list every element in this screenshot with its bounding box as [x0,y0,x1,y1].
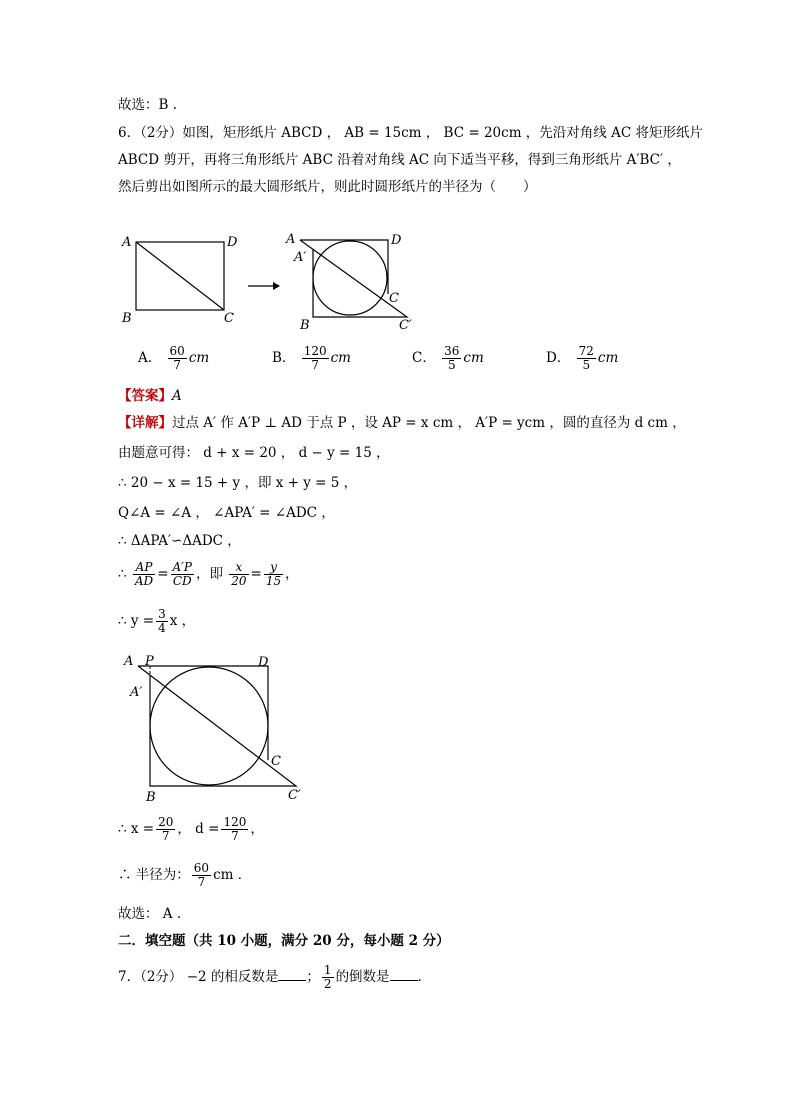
answer-value: A [172,388,182,404]
option-c-letter: C． [412,350,436,366]
option-c[interactable] [412,345,484,372]
fig3-label-Ap: A′ [130,685,143,700]
fig3-label-C: C [271,754,281,769]
option-d-fraction: $\frac{72}{5}$ [578,344,594,372]
q6-figures [110,226,430,336]
section2-title: 二．填空题（共 10 小题，满分 20 分，每小题 2 分） [118,933,450,949]
option-b[interactable] [272,345,351,372]
detail-line5: ∴ ΔAPA′∽ΔADC ， [118,533,241,549]
fig1-diagonal [136,242,224,310]
option-c-fraction: $\frac{36}{5}$ [444,344,460,372]
frac-y-15: $\frac{y}{15}$ [265,560,282,588]
fig2-label-Cp: C′ [399,318,412,333]
detail-line2: 由题意可得： d + x = 20 ， d − y = 15 ， [118,445,390,461]
option-d-letter: D． [546,350,571,366]
option-b-unit: cm [330,350,351,366]
fig3-label-D: D [258,655,269,670]
frac-ap-ad: $\frac{AP}{AD}$ [134,560,154,588]
option-b-letter: B． [272,350,296,366]
frac-60-7: $\frac{60}{7}$ [193,861,210,889]
fig3-label-Cp: C′ [288,788,301,803]
fig2-label-B: B [300,318,310,333]
q7-blank1[interactable] [278,968,306,981]
option-a-letter: A． [138,350,162,366]
fig1-label-A: A [122,235,132,250]
fig2-label-D: D [391,233,402,248]
option-a-fraction: $\frac{60}{7}$ [169,344,185,372]
option-a-unit: cm [188,350,210,366]
option-a[interactable] [138,345,209,372]
detail-line6: ∴ $\frac{AP}{AD}$ = $\frac{A'P}{CD}$ ，即 $\frac{x}{20}$ = $\frac{y}{15}$ ， [118,560,299,588]
detail-figure [118,648,318,808]
fig3-circle [150,667,268,785]
frac-x-20: $\frac{x}{20}$ [231,560,247,588]
detail-line1 [118,414,686,432]
fig1-label-B: B [122,311,132,326]
q6-line1: 6．（2分）如图，矩形纸片 ABCD ， AB = 15cm ， BC = 20cm ，先沿对角线 AC 将矩形纸片 [118,125,703,141]
answer-tag: 【答案】 [118,388,172,404]
detail-text1: 过点 A′ 作 A′P ⊥ AD 于点 P ，设 AP = x cm ， A′P = ycm ，圆的直径为 d cm ， [172,415,686,431]
answer-line [118,387,182,405]
fig3-label-A: A [124,654,134,669]
prev-answer-line: 故选：B . [118,97,178,113]
detail-tag: 【详解】 [118,415,172,431]
fig2-circle [313,241,387,315]
option-b-fraction: $\frac{120}{7}$ [303,344,327,372]
detail-line10: 故选： A ． [118,906,191,922]
fig3-label-P: P [145,654,154,669]
detail-line7: ∴ y = $\frac{3}{4}$ x ， [118,607,196,635]
option-d[interactable] [546,345,618,372]
fig1-label-C: C [224,311,234,326]
frac-20-7: $\frac{20}{7}$ [158,815,174,843]
fig1-label-D: D [227,235,238,250]
detail-line4: Q∠A = ∠A ， ∠APA′ = ∠ADC ， [118,505,335,521]
q6-line2: ABCD 剪开，再将三角形纸片 ABC 沿着对角线 AC 向下适当平移，得到三角形纸片 A′BC′ ， [118,152,681,168]
option-d-unit: cm [597,350,619,366]
frac-1-2: $\frac{1}{2}$ [323,963,332,991]
detail-line3: ∴ 20 − x = 15 + y ，即 x + y = 5 ， [118,475,358,491]
fig2-label-Ap: A′ [294,250,307,265]
q7-blank2[interactable] [390,968,418,981]
fig2-label-A: A [286,232,296,247]
option-c-unit: cm [463,350,484,366]
detail-line9: ∴ 半径为： $\frac{60}{7}$ cm ． [118,861,252,889]
arrow-head-icon [273,282,280,290]
detail-line8: ∴ x = $\frac{20}{7}$ ， d = $\frac{120}{7}$ ， [118,815,264,843]
q7-line: 7．（2分） −2 的相反数是 ； $\frac{1}{2}$ 的倒数是 ． [118,963,432,991]
frac-3-4: $\frac{3}{4}$ [158,607,166,635]
q6-line3: 然后剪出如图所示的最大圆形纸片，则此时圆形纸片的半径为（ ） [118,179,537,195]
fig2-label-C: C [389,291,399,306]
frac-apd-cd: $\frac{A'P}{CD}$ [172,560,192,588]
frac-120-7: $\frac{120}{7}$ [223,815,247,843]
fig3-label-B: B [146,790,156,805]
